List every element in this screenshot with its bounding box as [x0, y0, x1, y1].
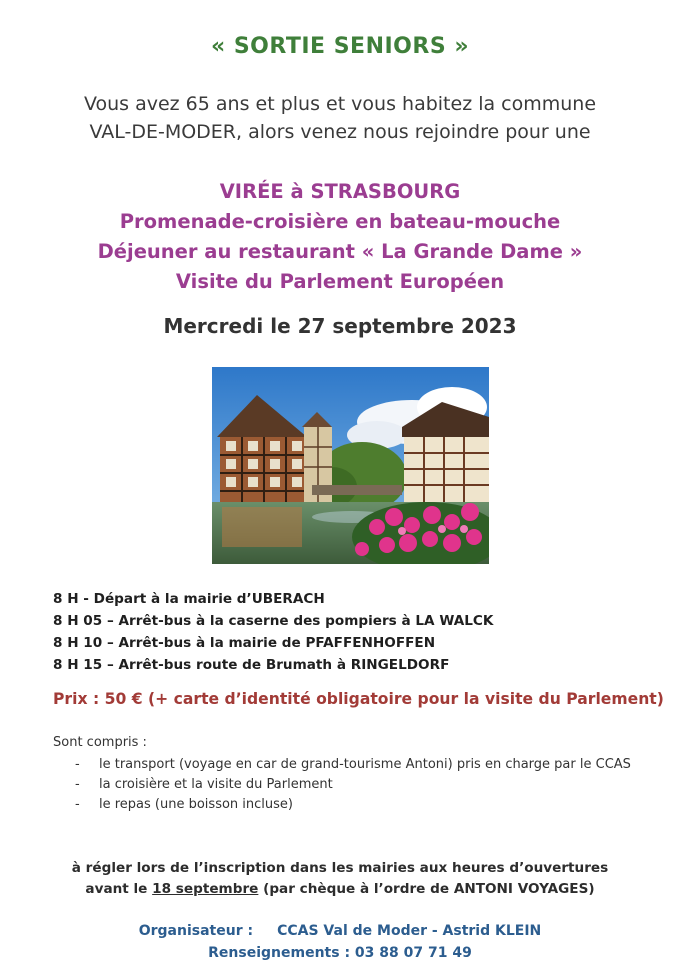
- organizer-label: Organisateur :: [138, 923, 254, 939]
- outing-lunch: Déjeuner au restaurant « La Grande Dame »: [97, 240, 583, 263]
- intro-text: [0, 90, 680, 146]
- schedule-line: 8 H 10 – Arrêt-bus à la mairie de PFAFFENHOFFEN: [53, 635, 436, 651]
- schedule-line: 8 H 05 – Arrêt-bus à la caserne des pompiers à LA WALCK: [53, 613, 494, 629]
- list-item: [75, 775, 635, 795]
- intro-line-2: VAL-DE-MODER, alors venez nous rejoindre pour une: [89, 121, 591, 143]
- included-list: [75, 755, 635, 815]
- intro-line-1: Vous avez 65 ans et plus et vous habitez la commune: [83, 93, 597, 115]
- strasbourg-photo: [212, 367, 489, 564]
- dash-icon: -: [75, 797, 80, 812]
- included-item-text: le repas (une boisson incluse): [99, 797, 293, 812]
- payment-before: avant le: [85, 881, 153, 897]
- footer: [0, 920, 680, 964]
- list-item: [75, 755, 635, 775]
- included-item-text: la croisière et la visite du Parlement: [99, 777, 333, 792]
- schedule-line: 8 H 15 – Arrêt-bus route de Brumath à RINGELDORF: [53, 657, 450, 673]
- list-item: [75, 795, 635, 815]
- dash-icon: -: [75, 777, 80, 792]
- payment-line-2: [0, 879, 680, 900]
- contact-info: Renseignements : 03 88 07 71 49: [208, 945, 472, 961]
- event-date: Mercredi le 27 septembre 2023: [163, 314, 517, 338]
- dash-icon: -: [75, 757, 80, 772]
- outing-details: [0, 177, 680, 297]
- payment-info: [0, 858, 680, 900]
- price-text: Prix : 50 € (+ carte d’identité obligatoire pour la visite du Parlement): [53, 690, 664, 708]
- included-item-text: le transport (voyage en car de grand-tourisme Antoni) pris en charge par le CCAS: [99, 757, 631, 772]
- outing-parliament: Visite du Parlement Européen: [175, 270, 505, 293]
- included-title: Sont compris :: [53, 735, 147, 750]
- organizer-line: [0, 920, 680, 942]
- schedule-line: 8 H - Départ à la mairie d’UBERACH: [53, 591, 325, 607]
- payment-line-1: à régler lors de l’inscription dans les mairies aux heures d’ouvertures: [71, 860, 609, 876]
- payment-deadline: 18 septembre: [152, 881, 259, 897]
- outing-headline: VIRÉE à STRASBOURG: [219, 180, 461, 203]
- page-title: « SORTIE SENIORS »: [210, 34, 470, 59]
- payment-after: (par chèque à l’ordre de ANTONI VOYAGES): [258, 881, 595, 897]
- outing-cruise: Promenade-croisière en bateau-mouche: [119, 210, 561, 233]
- bus-schedule: [53, 588, 493, 676]
- organizer-value: CCAS Val de Moder - Astrid KLEIN: [277, 923, 542, 939]
